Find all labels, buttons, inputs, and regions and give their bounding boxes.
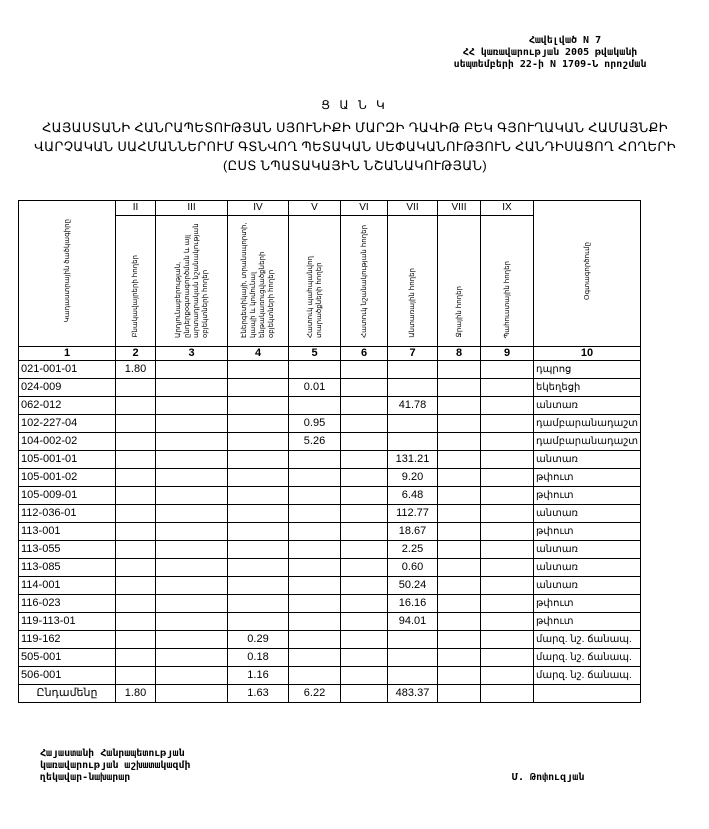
cadastral-code: 021-001-01 bbox=[19, 361, 116, 379]
area-cell bbox=[116, 469, 156, 487]
usage-cell: անտառ bbox=[534, 397, 641, 415]
header-cell bbox=[289, 216, 341, 347]
header-label: Ջրային հողեր bbox=[455, 286, 463, 338]
area-cell bbox=[228, 487, 289, 505]
annex-line: սեպտեմբերի 22-ի N 1709-Ն որոշման bbox=[453, 59, 647, 70]
area-cell bbox=[341, 631, 388, 649]
area-cell bbox=[341, 433, 388, 451]
area-cell bbox=[388, 631, 438, 649]
usage-cell: թփուտ bbox=[534, 523, 641, 541]
roman-numeral: V bbox=[289, 201, 341, 216]
area-cell bbox=[228, 523, 289, 541]
area-cell: 2.25 bbox=[388, 541, 438, 559]
header-label: Արդյունաբերության, ընդերքօգտագործման և այլ արտադրական նշանակության օբյեկտների հողեր bbox=[174, 223, 209, 338]
area-cell bbox=[116, 541, 156, 559]
area-cell bbox=[228, 505, 289, 523]
area-cell bbox=[438, 541, 481, 559]
cadastral-code: 119-162 bbox=[19, 631, 116, 649]
roman-numeral: VIII bbox=[438, 201, 481, 216]
header-label: Հատուկ նշանակության հողեր bbox=[360, 225, 368, 338]
area-cell bbox=[481, 487, 534, 505]
area-cell: 18.67 bbox=[388, 523, 438, 541]
area-cell bbox=[156, 667, 228, 685]
area-cell bbox=[438, 379, 481, 397]
area-cell bbox=[481, 649, 534, 667]
area-cell: 0.60 bbox=[388, 559, 438, 577]
land-table bbox=[18, 200, 641, 703]
area-cell bbox=[228, 469, 289, 487]
column-number: 10 bbox=[534, 347, 641, 361]
table-row bbox=[19, 487, 641, 505]
roman-numeral: VII bbox=[388, 201, 438, 216]
column-number: 9 bbox=[481, 347, 534, 361]
area-cell bbox=[481, 613, 534, 631]
area-cell bbox=[341, 559, 388, 577]
area-cell bbox=[156, 361, 228, 379]
area-cell bbox=[481, 505, 534, 523]
area-cell bbox=[289, 577, 341, 595]
area-cell bbox=[481, 595, 534, 613]
area-cell bbox=[156, 595, 228, 613]
total-cell: 6.22 bbox=[289, 685, 341, 703]
cadastral-code: 505-001 bbox=[19, 649, 116, 667]
table-row bbox=[19, 595, 641, 613]
area-cell bbox=[388, 415, 438, 433]
area-cell bbox=[341, 667, 388, 685]
area-cell bbox=[156, 541, 228, 559]
area-cell bbox=[228, 541, 289, 559]
area-cell bbox=[481, 523, 534, 541]
area-cell bbox=[438, 505, 481, 523]
area-cell bbox=[116, 379, 156, 397]
area-cell bbox=[228, 613, 289, 631]
area-cell bbox=[156, 613, 228, 631]
usage-cell: անտառ bbox=[534, 559, 641, 577]
area-cell bbox=[289, 451, 341, 469]
area-cell bbox=[438, 397, 481, 415]
area-cell: 16.16 bbox=[388, 595, 438, 613]
area-cell bbox=[116, 415, 156, 433]
area-cell bbox=[156, 415, 228, 433]
area-cell: 94.01 bbox=[388, 613, 438, 631]
area-cell: 1.16 bbox=[228, 667, 289, 685]
area-cell bbox=[438, 577, 481, 595]
usage-cell: անտառ bbox=[534, 505, 641, 523]
column-number: 4 bbox=[228, 347, 289, 361]
table-row bbox=[19, 361, 641, 379]
cadastral-code: 062-012 bbox=[19, 397, 116, 415]
area-cell bbox=[341, 397, 388, 415]
cadastral-code: 102-227-04 bbox=[19, 415, 116, 433]
usage-cell: դամբարանադաշտ bbox=[534, 433, 641, 451]
header-label: Օգտագործումը bbox=[583, 242, 591, 300]
area-cell bbox=[341, 451, 388, 469]
header-cell bbox=[534, 201, 641, 347]
table-row bbox=[19, 577, 641, 595]
area-cell bbox=[438, 361, 481, 379]
area-cell bbox=[228, 595, 289, 613]
area-cell bbox=[289, 667, 341, 685]
area-cell bbox=[116, 505, 156, 523]
table-row bbox=[19, 559, 641, 577]
area-cell bbox=[341, 649, 388, 667]
header-cell bbox=[388, 216, 438, 347]
area-cell bbox=[228, 559, 289, 577]
usage-cell: թփուտ bbox=[534, 487, 641, 505]
cadastral-code: 113-001 bbox=[19, 523, 116, 541]
area-cell bbox=[289, 595, 341, 613]
total-cell bbox=[534, 685, 641, 703]
table-row bbox=[19, 523, 641, 541]
area-cell bbox=[156, 433, 228, 451]
area-cell bbox=[438, 451, 481, 469]
area-cell bbox=[289, 397, 341, 415]
usage-cell: դպրոց bbox=[534, 361, 641, 379]
area-cell: 41.78 bbox=[388, 397, 438, 415]
column-number: 5 bbox=[289, 347, 341, 361]
usage-cell: դամբարանադաշտ bbox=[534, 415, 641, 433]
area-cell: 131.21 bbox=[388, 451, 438, 469]
column-number: 8 bbox=[438, 347, 481, 361]
header-label: Հատուկ պահպանվող տարածքների հողեր bbox=[306, 256, 323, 338]
column-number: 3 bbox=[156, 347, 228, 361]
column-number: 1 bbox=[19, 347, 116, 361]
table-row bbox=[19, 433, 641, 451]
area-cell bbox=[156, 523, 228, 541]
area-cell bbox=[341, 379, 388, 397]
usage-cell: անտառ bbox=[534, 577, 641, 595]
table-row bbox=[19, 415, 641, 433]
annex-line: Հավելված N 7 bbox=[528, 35, 602, 46]
total-cell bbox=[341, 685, 388, 703]
cadastral-code: 024-009 bbox=[19, 379, 116, 397]
header-cell bbox=[228, 216, 289, 347]
usage-cell: մարզ. նշ. ճանապ. bbox=[534, 631, 641, 649]
area-cell bbox=[289, 505, 341, 523]
usage-cell: անտառ bbox=[534, 541, 641, 559]
area-cell bbox=[116, 523, 156, 541]
position-line: Հայաստանի Հանրապետության bbox=[40, 748, 185, 759]
cadastral-code: 113-085 bbox=[19, 559, 116, 577]
usage-cell: եկեղեցի bbox=[534, 379, 641, 397]
table-row bbox=[19, 469, 641, 487]
header-label: Պահուստային հողեր bbox=[503, 260, 511, 338]
column-number: 7 bbox=[388, 347, 438, 361]
header-cell bbox=[19, 201, 116, 347]
table-row bbox=[19, 649, 641, 667]
area-cell bbox=[156, 559, 228, 577]
area-cell bbox=[116, 577, 156, 595]
column-number-row bbox=[19, 347, 641, 361]
area-cell bbox=[481, 361, 534, 379]
annex-line: ՀՀ կառավարության 2005 թվականի bbox=[462, 47, 638, 58]
area-cell: 0.18 bbox=[228, 649, 289, 667]
area-cell bbox=[438, 667, 481, 685]
total-cell bbox=[481, 685, 534, 703]
area-cell bbox=[438, 523, 481, 541]
total-row bbox=[19, 685, 641, 703]
area-cell bbox=[116, 667, 156, 685]
column-number: 2 bbox=[116, 347, 156, 361]
area-cell bbox=[156, 379, 228, 397]
area-cell bbox=[438, 559, 481, 577]
area-cell bbox=[228, 433, 289, 451]
area-cell bbox=[481, 559, 534, 577]
area-cell bbox=[116, 451, 156, 469]
area-cell bbox=[289, 361, 341, 379]
area-cell bbox=[116, 595, 156, 613]
usage-cell: մարզ. նշ. ճանապ. bbox=[534, 649, 641, 667]
header-cell bbox=[438, 216, 481, 347]
area-cell bbox=[228, 361, 289, 379]
area-cell bbox=[481, 415, 534, 433]
area-cell bbox=[228, 379, 289, 397]
area-cell bbox=[341, 469, 388, 487]
header-cell bbox=[341, 216, 388, 347]
area-cell bbox=[116, 631, 156, 649]
area-cell bbox=[289, 469, 341, 487]
area-cell bbox=[289, 523, 341, 541]
area-cell bbox=[481, 667, 534, 685]
area-cell bbox=[289, 649, 341, 667]
area-cell bbox=[228, 397, 289, 415]
area-cell bbox=[481, 433, 534, 451]
header-label: Անտառային հողեր bbox=[409, 268, 416, 338]
area-cell bbox=[438, 595, 481, 613]
area-cell: 0.29 bbox=[228, 631, 289, 649]
area-cell bbox=[228, 415, 289, 433]
area-cell bbox=[156, 469, 228, 487]
total-cell: 1.80 bbox=[116, 685, 156, 703]
cadastral-code: 119-113-01 bbox=[19, 613, 116, 631]
usage-cell: թփուտ bbox=[534, 613, 641, 631]
area-cell bbox=[116, 613, 156, 631]
area-cell bbox=[388, 361, 438, 379]
area-cell bbox=[341, 361, 388, 379]
header-label: Կադաստրային ծածկագիրը bbox=[63, 219, 71, 323]
roman-numeral: VI bbox=[341, 201, 388, 216]
header-label: Բնակավայրերի հողեր bbox=[132, 255, 139, 338]
cadastral-code: 105-009-01 bbox=[19, 487, 116, 505]
table-row bbox=[19, 451, 641, 469]
cadastral-code: 506-001 bbox=[19, 667, 116, 685]
area-cell bbox=[228, 577, 289, 595]
area-cell bbox=[341, 613, 388, 631]
area-cell bbox=[481, 631, 534, 649]
roman-numeral: IV bbox=[228, 201, 289, 216]
area-cell: 1.80 bbox=[116, 361, 156, 379]
area-cell bbox=[341, 595, 388, 613]
area-cell bbox=[438, 649, 481, 667]
area-cell bbox=[481, 397, 534, 415]
total-cell: 1.63 bbox=[228, 685, 289, 703]
usage-cell: թփուտ bbox=[534, 469, 641, 487]
area-cell bbox=[388, 649, 438, 667]
cadastral-code: 105-001-01 bbox=[19, 451, 116, 469]
usage-cell: անտառ bbox=[534, 451, 641, 469]
annex-reference bbox=[400, 35, 700, 71]
area-cell: 50.24 bbox=[388, 577, 438, 595]
area-cell bbox=[388, 667, 438, 685]
table-row bbox=[19, 379, 641, 397]
cadastral-code: 112-036-01 bbox=[19, 505, 116, 523]
usage-cell: թփուտ bbox=[534, 595, 641, 613]
area-cell bbox=[341, 523, 388, 541]
area-cell bbox=[341, 541, 388, 559]
area-cell: 9.20 bbox=[388, 469, 438, 487]
area-cell bbox=[156, 397, 228, 415]
area-cell bbox=[156, 649, 228, 667]
area-cell bbox=[116, 559, 156, 577]
area-cell bbox=[341, 577, 388, 595]
area-cell bbox=[388, 433, 438, 451]
area-cell bbox=[341, 487, 388, 505]
signatory-position bbox=[40, 748, 191, 784]
area-cell bbox=[116, 433, 156, 451]
area-cell bbox=[481, 451, 534, 469]
document-title bbox=[10, 118, 700, 175]
total-cell bbox=[156, 685, 228, 703]
area-cell: 6.48 bbox=[388, 487, 438, 505]
area-cell bbox=[289, 631, 341, 649]
table-row bbox=[19, 541, 641, 559]
area-cell bbox=[156, 451, 228, 469]
area-cell bbox=[481, 469, 534, 487]
table-row bbox=[19, 613, 641, 631]
total-cell bbox=[438, 685, 481, 703]
signatory-name: Մ. Թոփուզյան bbox=[512, 772, 585, 783]
area-cell: 112.77 bbox=[388, 505, 438, 523]
area-cell bbox=[228, 451, 289, 469]
area-cell bbox=[438, 433, 481, 451]
area-cell bbox=[116, 649, 156, 667]
roman-numeral: IX bbox=[481, 201, 534, 216]
header-cell bbox=[481, 216, 534, 347]
title-line: ՎԱՐՉԱԿԱՆ ՍԱՀՄԱՆՆԵՐՈՒՄ ԳՏՆՎՈՂ ՊԵՏԱԿԱՆ ՍԵՓԱԿԱՆՈՒԹՅՈՒՆ ՀԱՆԴԻՍԱՑՈՂ ՀՈՂԵՐԻ bbox=[34, 139, 676, 154]
cadastral-code: 104-002-02 bbox=[19, 433, 116, 451]
area-cell bbox=[289, 541, 341, 559]
area-cell: 5.26 bbox=[289, 433, 341, 451]
roman-numeral: II bbox=[116, 201, 156, 216]
area-cell bbox=[481, 541, 534, 559]
area-cell bbox=[481, 577, 534, 595]
total-label: Ընդամենը bbox=[19, 685, 116, 703]
area-cell bbox=[156, 487, 228, 505]
area-cell bbox=[438, 415, 481, 433]
header-cell bbox=[156, 216, 228, 347]
area-cell bbox=[116, 487, 156, 505]
title-line: (ԸՍՏ ՆՊԱՏԱԿԱՅԻՆ ՆՇԱՆԱԿՈՒԹՅԱՆ) bbox=[223, 158, 487, 173]
area-cell bbox=[481, 379, 534, 397]
position-line: ղեկավար-նախարար bbox=[40, 772, 131, 783]
header-label: Էներգետիկայի, տրանսպորտի, կապի և կոմունալ ենթակառուցվածքների օբյեկտների հողեր bbox=[241, 222, 275, 338]
area-cell bbox=[388, 379, 438, 397]
title-line: ՀԱՅԱՍՏԱՆԻ ՀԱՆՐԱՊԵՏՈՒԹՅԱՆ ՍՅՈՒՆԻՔԻ ՄԱՐԶԻ ԴԱՎԻԹ ԲԵԿ ԳՅՈՒՂԱԿԱՆ ՀԱՄԱՅՆՔԻ bbox=[42, 120, 668, 135]
area-cell bbox=[289, 487, 341, 505]
area-cell bbox=[156, 631, 228, 649]
area-cell bbox=[438, 487, 481, 505]
area-cell bbox=[289, 613, 341, 631]
total-cell: 483.37 bbox=[388, 685, 438, 703]
table-row bbox=[19, 397, 641, 415]
area-cell bbox=[438, 613, 481, 631]
area-cell bbox=[341, 505, 388, 523]
area-cell bbox=[438, 469, 481, 487]
usage-cell: մարզ. նշ. ճանապ. bbox=[534, 667, 641, 685]
area-cell bbox=[116, 397, 156, 415]
cadastral-code: 113-055 bbox=[19, 541, 116, 559]
header-cell bbox=[116, 216, 156, 347]
area-cell bbox=[438, 631, 481, 649]
table-row bbox=[19, 505, 641, 523]
area-cell bbox=[341, 415, 388, 433]
cadastral-code: 114-001 bbox=[19, 577, 116, 595]
cadastral-code: 116-023 bbox=[19, 595, 116, 613]
position-line: կառավարության աշխատակազմի bbox=[40, 760, 191, 771]
roman-numeral-row bbox=[19, 201, 641, 216]
area-cell bbox=[289, 559, 341, 577]
roman-numeral: III bbox=[156, 201, 228, 216]
document-heading: Ց Ա Ն Կ bbox=[321, 98, 388, 112]
cadastral-code: 105-001-02 bbox=[19, 469, 116, 487]
table-row bbox=[19, 667, 641, 685]
area-cell bbox=[156, 505, 228, 523]
area-cell: 0.95 bbox=[289, 415, 341, 433]
area-cell: 0.01 bbox=[289, 379, 341, 397]
column-number: 6 bbox=[341, 347, 388, 361]
area-cell bbox=[156, 577, 228, 595]
table-row bbox=[19, 631, 641, 649]
